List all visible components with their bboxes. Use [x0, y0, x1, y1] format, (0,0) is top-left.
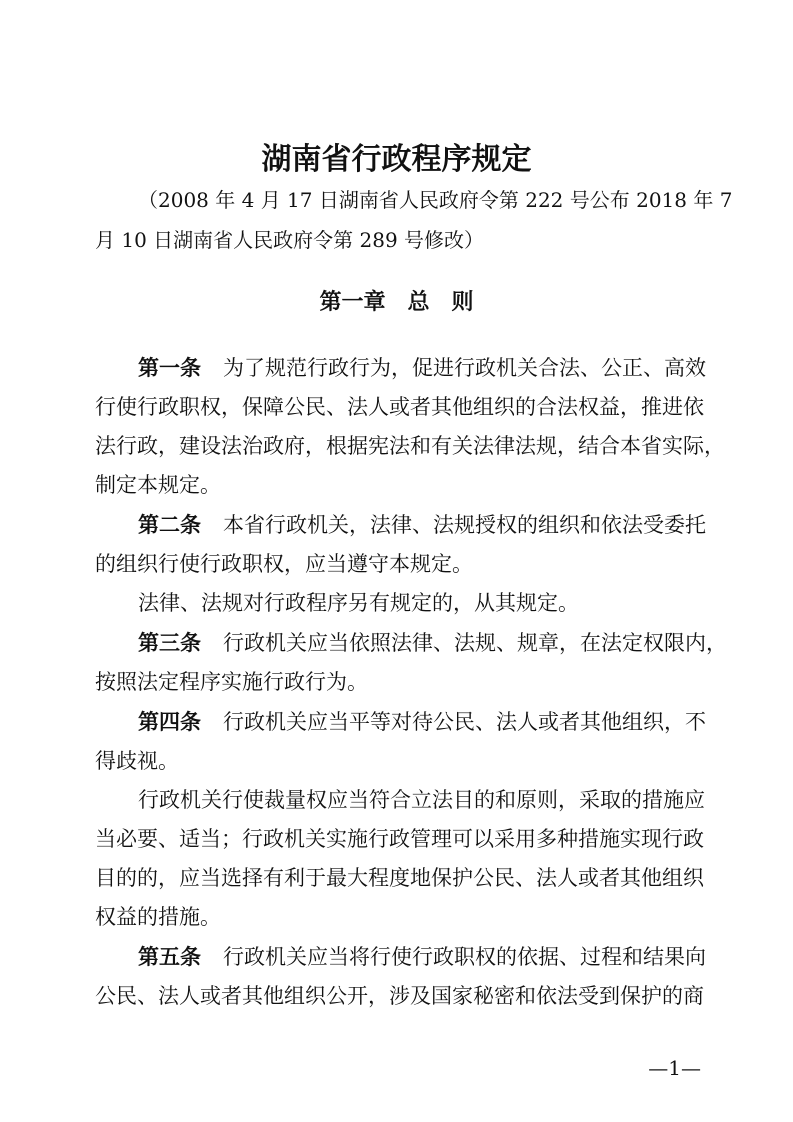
article-number: 第一条 [138, 355, 201, 380]
paragraph-line [95, 427, 725, 466]
subtitle-line: （2008 年 4 月 17 日湖南省人民政府令第 222 号公布 2018 年 7 [138, 188, 733, 212]
paragraph-line [95, 505, 706, 545]
line-text: 为了规范行政行为，促进行政机关合法、公正、高效 [223, 356, 706, 380]
document-subtitle [95, 180, 733, 260]
line-text: 行政机关应当依照法律、法规、规章，在法定权限内， [223, 631, 727, 655]
line-text: 当必要、适当；行政机关实施行政管理可以采用多种措施实现行政 [95, 827, 704, 851]
paragraph-line [95, 466, 702, 505]
paragraph-line [95, 859, 702, 898]
paragraph-line [95, 977, 702, 1016]
page-number: —1— [648, 1056, 701, 1080]
paragraph-line [95, 702, 706, 742]
paragraph-line [95, 820, 702, 859]
paragraph-line [95, 663, 702, 702]
line-text: 公民、法人或者其他组织公开，涉及国家秘密和依法受到保护的商 [95, 984, 704, 1008]
article-paragraph [95, 348, 725, 505]
document-title: 湖南省行政程序规定 [261, 142, 532, 177]
paragraph-line [95, 348, 706, 388]
line-text: 法行政，建设法治政府，根据宪法和有关法律法规，结合本省实际， [95, 434, 725, 458]
line-text: 本省行政机关，法律、法规授权的组织和依法受委托 [223, 513, 706, 537]
article-number: 第二条 [138, 512, 201, 537]
line-text: 行使行政职权，保障公民、法人或者其他组织的合法权益，推进依 [95, 395, 704, 419]
line-text: 法律、法规对行政程序另有规定的，从其规定。 [138, 591, 579, 615]
line-text: 得歧视。 [95, 749, 179, 773]
paragraph-line [95, 742, 702, 781]
line-text: 的组织行使行政职权，应当遵守本规定。 [95, 552, 473, 576]
paragraph-line [95, 623, 727, 663]
article-paragraph [95, 937, 706, 1016]
paragraph-line [95, 781, 705, 820]
paragraph-line [95, 937, 706, 977]
paragraph-line [95, 584, 702, 623]
line-text: 按照法定程序实施行政行为。 [95, 670, 368, 694]
article-paragraph [95, 505, 706, 584]
paragraph-line [95, 388, 702, 427]
chapter-heading: 第一章 总 则 [319, 289, 474, 315]
line-text: 行政机关应当将行使行政职权的依据、过程和结果向 [223, 945, 706, 969]
paragraph-line [95, 545, 702, 584]
subtitle-line: 月 10 日湖南省人民政府令第 289 号修改） [95, 228, 485, 252]
article-number: 第三条 [138, 630, 201, 655]
line-text: 权益的措施。 [95, 905, 221, 929]
article-paragraph [95, 702, 706, 781]
paragraph-line [95, 898, 702, 937]
article-paragraph [95, 781, 705, 937]
article-paragraph [95, 623, 727, 702]
document-body [95, 348, 727, 1016]
article-number: 第五条 [138, 944, 201, 969]
article-number: 第四条 [138, 709, 201, 734]
article-paragraph [95, 584, 702, 623]
line-text: 制定本规定。 [95, 473, 221, 497]
line-text: 行政机关行使裁量权应当符合立法目的和原则，采取的措施应 [138, 788, 705, 812]
line-text: 目的的，应当选择有利于最大程度地保护公民、法人或者其他组织 [95, 866, 704, 890]
line-text: 行政机关应当平等对待公民、法人或者其他组织，不 [223, 710, 706, 734]
